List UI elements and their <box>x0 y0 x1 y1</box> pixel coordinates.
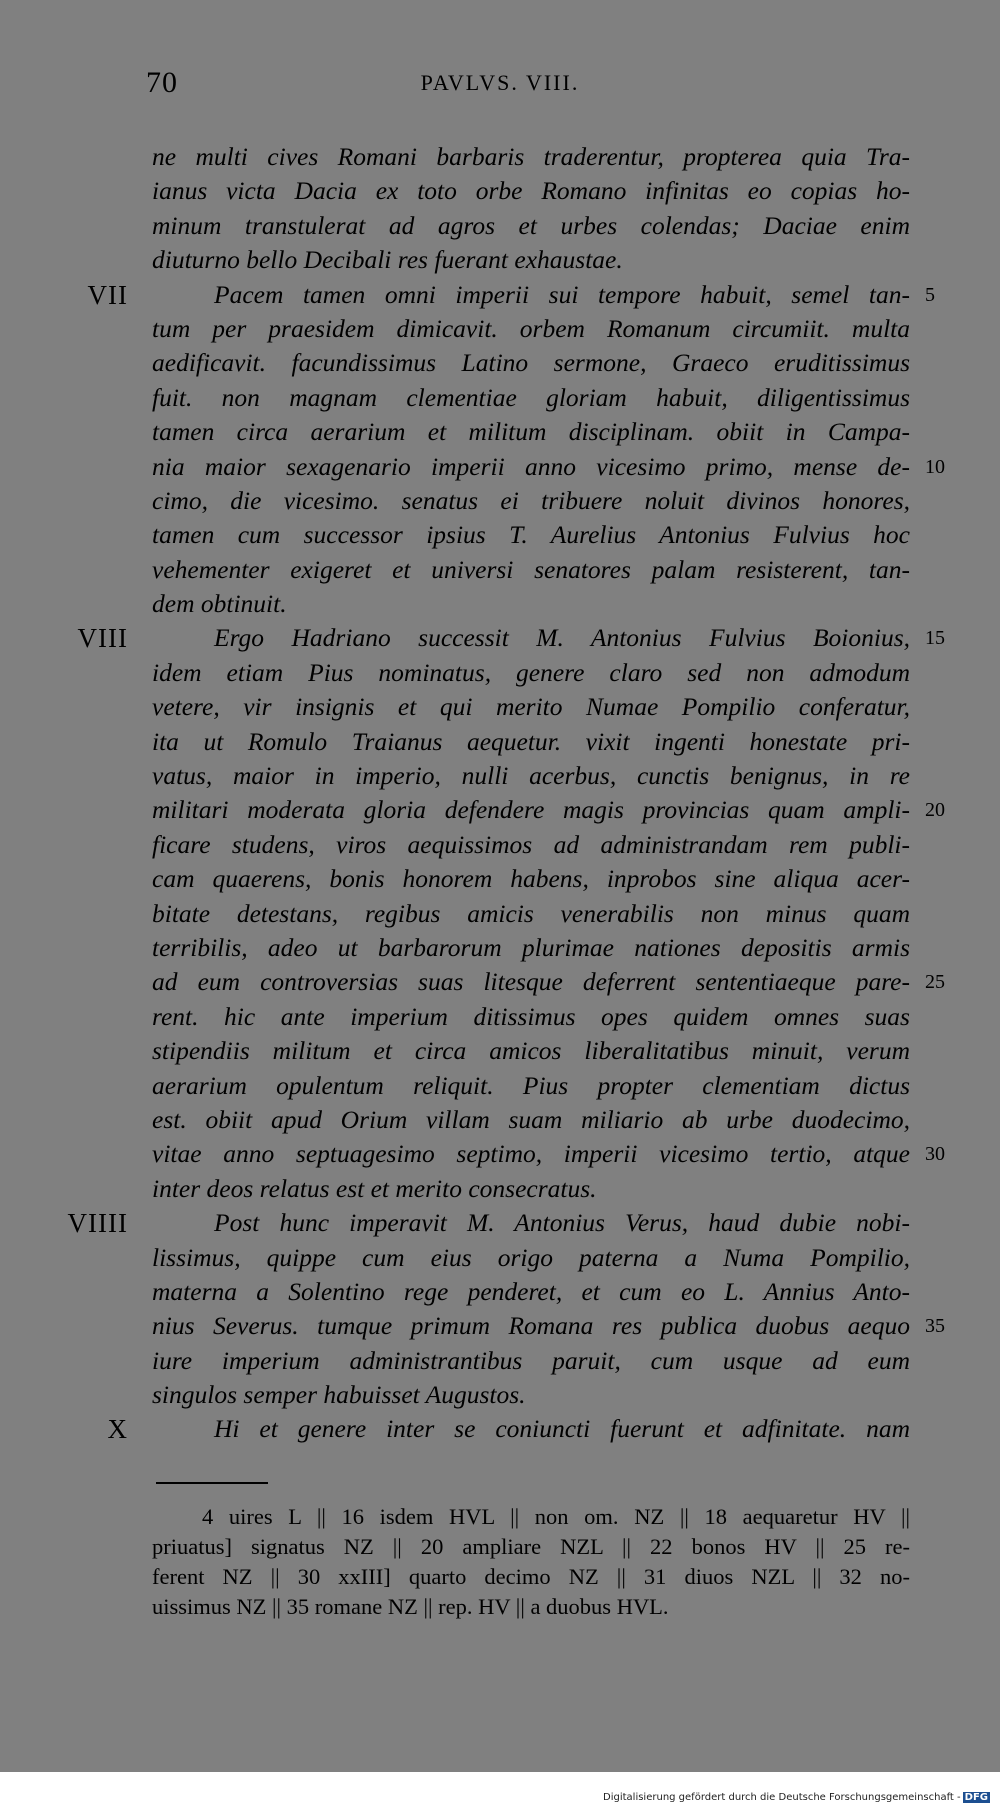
text-line <box>152 450 945 484</box>
line-number: 15 <box>925 627 945 650</box>
apparatus-line: uissimus NZ || 35 romane NZ || rep. HV || a duobus HVL. <box>152 1594 669 1619</box>
line-text: bitate detestans, regibus amicis venerabilis non minus quam <box>152 898 910 928</box>
line-text: rent. hic ante imperium ditissimus opes quidem omnes suas <box>152 1001 910 1031</box>
text-line <box>152 759 910 793</box>
line-text: tamen circa aerarium et militum disciplinam. obiit in Campa- <box>152 417 910 447</box>
page-title: PAVLVS. VIII. <box>420 70 580 95</box>
text-line <box>152 1309 945 1343</box>
text-line <box>152 965 945 999</box>
line-text: ad eum controversias suas litesque deferrent sententiaeque pare- <box>152 967 910 997</box>
text-line <box>152 1137 945 1171</box>
line-text: est. obiit apud Orium villam suam miliario ab urbe duodecimo, <box>152 1104 910 1134</box>
text-line <box>152 1275 910 1309</box>
line-text: idem etiam Pius nominatus, genere claro sed non admodum <box>152 657 910 687</box>
text-line <box>87 278 935 312</box>
text-line <box>152 518 910 552</box>
text-line <box>152 1172 910 1206</box>
line-text: minum transtulerat ad agros et urbes colendas; Daciae enim <box>152 210 910 240</box>
apparatus-line: 4 uires L || 16 isdem HVL || non om. NZ || 18 aequaretur HV || <box>202 1504 910 1529</box>
line-text: vetere, vir insignis et qui merito Numae Pompilio conferatur, <box>152 692 910 722</box>
text-line <box>152 415 910 449</box>
line-text: Pacem tamen omni imperii sui tempore habuit, semel tan- <box>214 279 910 309</box>
line-text: stipendiis militum et circa amicos liberalitatibus minuit, verum <box>152 1036 910 1066</box>
text-line <box>152 1069 910 1103</box>
line-text: dem obtinuit. <box>152 589 287 619</box>
text-line <box>152 1378 910 1412</box>
line-number: 10 <box>925 455 945 478</box>
line-text: vatus, maior in imperio, nulli acerbus, cunctis benignus, in re <box>152 761 910 791</box>
text-line <box>152 1034 910 1068</box>
critical-apparatus <box>152 1502 910 1622</box>
line-number: 20 <box>925 799 945 822</box>
line-text: Hi et genere inter se coniuncti fuerunt et adfinitate. nam <box>214 1414 910 1444</box>
text-line <box>152 312 910 346</box>
text-line <box>152 1103 910 1137</box>
credit-text: Digitalisierung gefördert durch die Deutsche Forschungsgemeinschaft - <box>603 1792 961 1803</box>
line-text: nius Severus. tumque primum Romana res publica duobus aequo <box>152 1311 910 1341</box>
line-text: inter deos relatus est et merito consecratus. <box>152 1173 597 1203</box>
line-number: 25 <box>925 971 945 994</box>
line-text: militari moderata gloria defendere magis provincias quam ampli- <box>152 795 910 825</box>
text-line <box>67 1206 910 1240</box>
line-text: lissimus, quippe cum eius origo paterna a Numa Pompilio, <box>152 1242 910 1272</box>
line-text: terribilis, adeo ut barbarorum plurimae nationes depositis armis <box>152 932 910 962</box>
dfg-logo: DFG <box>964 1792 988 1803</box>
chapter-number: VIIII <box>67 1208 128 1239</box>
line-text: fuit. non magnam clementiae gloriam habuit, diligentissimus <box>152 382 910 412</box>
line-text: Ergo Hadriano successit M. Antonius Fulvius Boionius, <box>214 623 910 653</box>
line-text: vehementer exigeret et universi senatores palam resisterent, tan- <box>152 554 910 584</box>
line-text: nia maior sexagenario imperii anno vicesimo primo, mense de- <box>152 451 910 481</box>
text-line <box>77 621 945 655</box>
line-text: tamen cum successor ipsius T. Aurelius Antonius Fulvius hoc <box>152 520 910 550</box>
latin-text-body <box>67 140 945 1447</box>
text-line <box>152 1000 910 1034</box>
text-line <box>152 553 910 587</box>
text-line <box>152 931 910 965</box>
line-text: aerarium opulentum reliquit. Pius propter clementiam dictus <box>152 1070 910 1100</box>
text-line <box>152 381 910 415</box>
line-number: 30 <box>925 1143 945 1166</box>
apparatus-line: priuatus] signatus NZ || 20 ampliare NZL || 22 bonos HV || 25 re- <box>152 1534 910 1559</box>
line-text: aedificavit. facundissimus Latino sermone, Graeco eruditissimus <box>152 348 910 378</box>
line-text: cimo, die vicesimo. senatus ei tribuere noluit divinos honores, <box>152 485 910 515</box>
text-line <box>152 725 910 759</box>
line-text: cam quaerens, bonis honorem habens, inprobos sine aliqua acer- <box>152 864 910 894</box>
text-line <box>152 174 910 208</box>
apparatus-line: ferent NZ || 30 xxIII] quarto decimo NZ || 31 diuos NZL || 32 no- <box>152 1564 910 1589</box>
running-head <box>0 66 1000 106</box>
text-line <box>152 346 910 380</box>
text-line <box>152 1344 910 1378</box>
text-line <box>152 243 910 277</box>
text-line <box>152 656 910 690</box>
text-line <box>152 140 910 174</box>
text-line <box>152 1241 910 1275</box>
chapter-number: VIII <box>77 623 128 654</box>
text-line <box>152 828 910 862</box>
line-text: materna a Solentino rege penderet, et cum eo L. Annius Anto- <box>152 1276 910 1306</box>
line-number: 35 <box>925 1315 945 1338</box>
line-text: ita ut Romulo Traianus aequetur. vixit ingenti honestate pri- <box>152 726 910 756</box>
line-number: 5 <box>925 283 935 306</box>
text-line <box>152 862 910 896</box>
digitization-credit <box>603 1792 990 1803</box>
line-text: singulos semper habuisset Augustos. <box>152 1380 526 1410</box>
chapter-number: VII <box>87 279 128 310</box>
line-text: ficare studens, viros aequissimos ad administrandam rem publi- <box>152 829 910 859</box>
text-line <box>152 897 910 931</box>
text-line <box>152 690 910 724</box>
page-number: 70 <box>146 66 178 99</box>
line-text: tum per praesidem dimicavit. orbem Romanum circumiit. multa <box>152 313 910 343</box>
line-text: ianus victa Dacia ex toto orbe Romano infinitas eo copias ho- <box>152 176 910 206</box>
line-text: Post hunc imperavit M. Antonius Verus, haud dubie nobi- <box>214 1208 910 1238</box>
line-text: ne multi cives Romani barbaris traderentur, propterea quia Tra- <box>152 142 910 171</box>
chapter-number: X <box>107 1414 128 1445</box>
line-text: vitae anno septuagesimo septimo, imperii vicesimo tertio, atque <box>152 1139 910 1169</box>
text-line <box>152 484 910 518</box>
text-line <box>152 587 910 621</box>
line-text: iure imperium administrantibus paruit, cum usque ad eum <box>152 1345 910 1375</box>
text-line <box>152 209 910 243</box>
text-line <box>152 793 945 827</box>
footnote-rule <box>156 1482 268 1484</box>
text-line <box>107 1412 910 1446</box>
line-text: diuturno bello Decibali res fuerant exhaustae. <box>152 245 623 275</box>
